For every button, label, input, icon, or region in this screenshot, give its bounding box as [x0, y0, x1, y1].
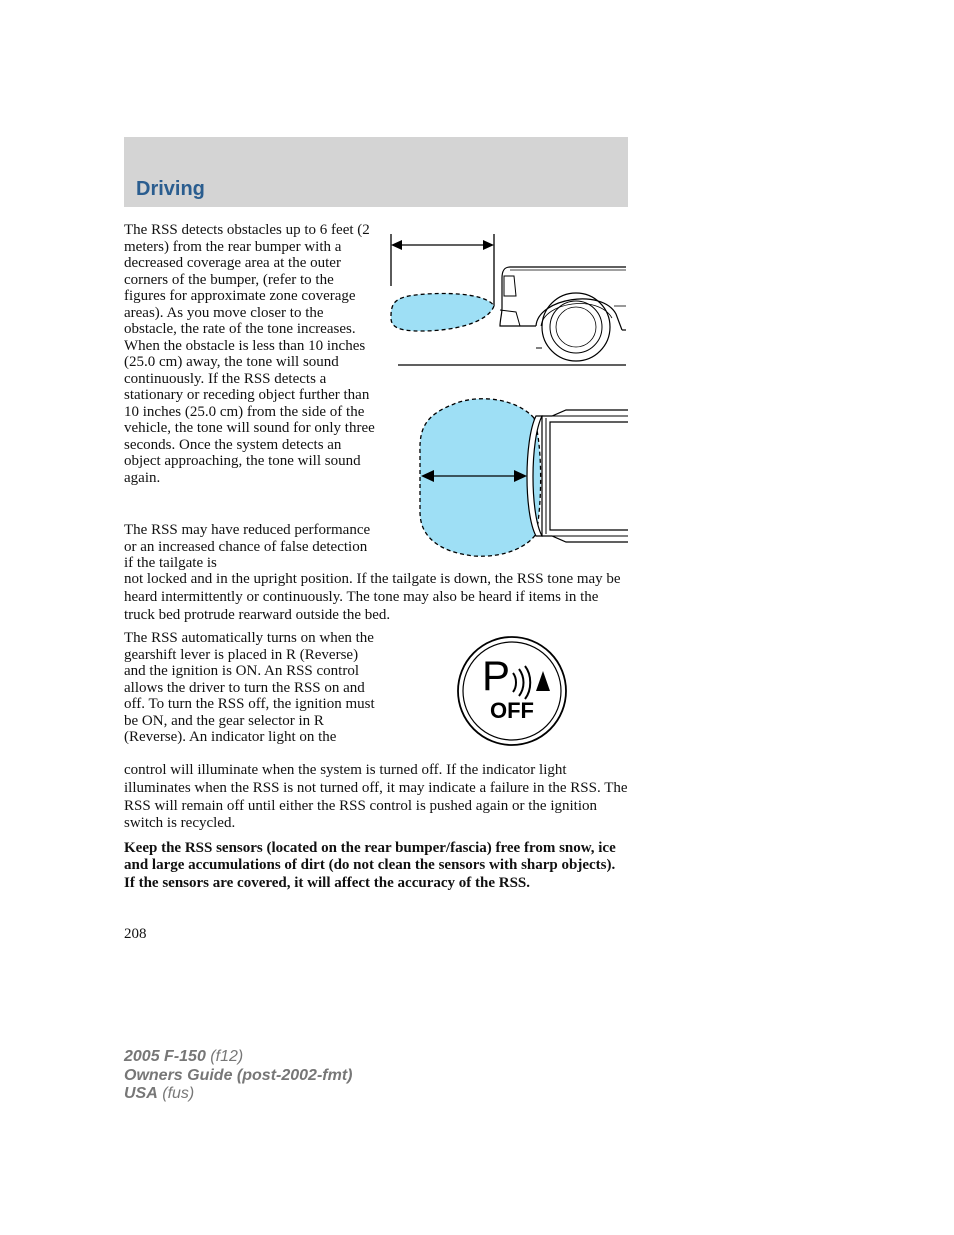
- warning-paragraph: Keep the RSS sensors (located on the rear bumper/fascia) free from snow, ice and large accumulations of dirt (do not clean the sensors with sharp objects). If the sensors are covered, it will affect the accuracy of the RSS.: [124, 840, 616, 891]
- rss-off-button-icon: [456, 635, 568, 747]
- footer-region: USA: [124, 1085, 158, 1102]
- side-view-coverage-figure: [386, 230, 628, 370]
- document-footer: [124, 1048, 352, 1104]
- section-header: [124, 137, 628, 207]
- side-coverage-zone: [391, 294, 494, 332]
- paragraph-tailgate-part-2: not locked and in the upright position. If the tailgate is down, the RSS tone may be heard intermittently or continuously. The tone may also be heard if items in the truck bed protrude rearward outside the bed.: [124, 571, 621, 623]
- footer-guide: Owners Guide (post-2002-fmt): [124, 1066, 353, 1084]
- paragraph-rss-control: [124, 630, 376, 746]
- paragraph-rss-control-part-1: The RSS automatically turns on when the gearshift lever is placed in R (Reverse) and the ignition is ON. An RSS control allows the driver to turn the RSS on and off. To turn the RSS off, the ignition must be ON, and the gear selector in R (Reverse). An indicator light on the: [124, 630, 375, 745]
- footer-region-code: (fus): [162, 1085, 195, 1102]
- footer-model: 2005 F-150: [124, 1048, 206, 1065]
- paragraph-tailgate-part-1: The RSS may have reduced performance or an increased chance of false detection if the tailgate is: [124, 522, 371, 571]
- section-title: Driving: [136, 178, 205, 200]
- page-number: 208: [124, 926, 147, 942]
- off-label: OFF: [490, 698, 534, 723]
- park-letter: P: [482, 652, 511, 699]
- paragraph-rss-control-part-2: control will illuminate when the system is turned off. If the indicator light illuminates when the RSS is not turned off, it may indicate a failure in the RSS. The RSS will remain off until either the RSS control is pushed again or the ignition switch is recycled.: [124, 762, 628, 832]
- top-view-coverage-figure: [416, 396, 628, 560]
- footer-model-code: (f12): [210, 1048, 244, 1065]
- paragraph-tailgate: [124, 522, 376, 572]
- paragraph-rss-control-continued: [124, 762, 628, 833]
- paragraph-detection-range: The RSS detects obstacles up to 6 feet (2 meters) from the rear bumper with a decreased coverage area at the outer corners of the bumper, (refer to the figures for approximate zone coverage areas). As you move closer to the obstacle, the rate of the tone increases. When the obstacle is less than 10 inches (25.0 cm) away, the tone will sound continuously. If the RSS detects a stationary or receding object further than 10 inches (25.0 cm) from the side of the vehicle, the tone will sound for only three seconds. Once the system detects an object approaching, the tone will sound again.: [124, 222, 375, 486]
- paragraph-tailgate-continued: [124, 571, 628, 624]
